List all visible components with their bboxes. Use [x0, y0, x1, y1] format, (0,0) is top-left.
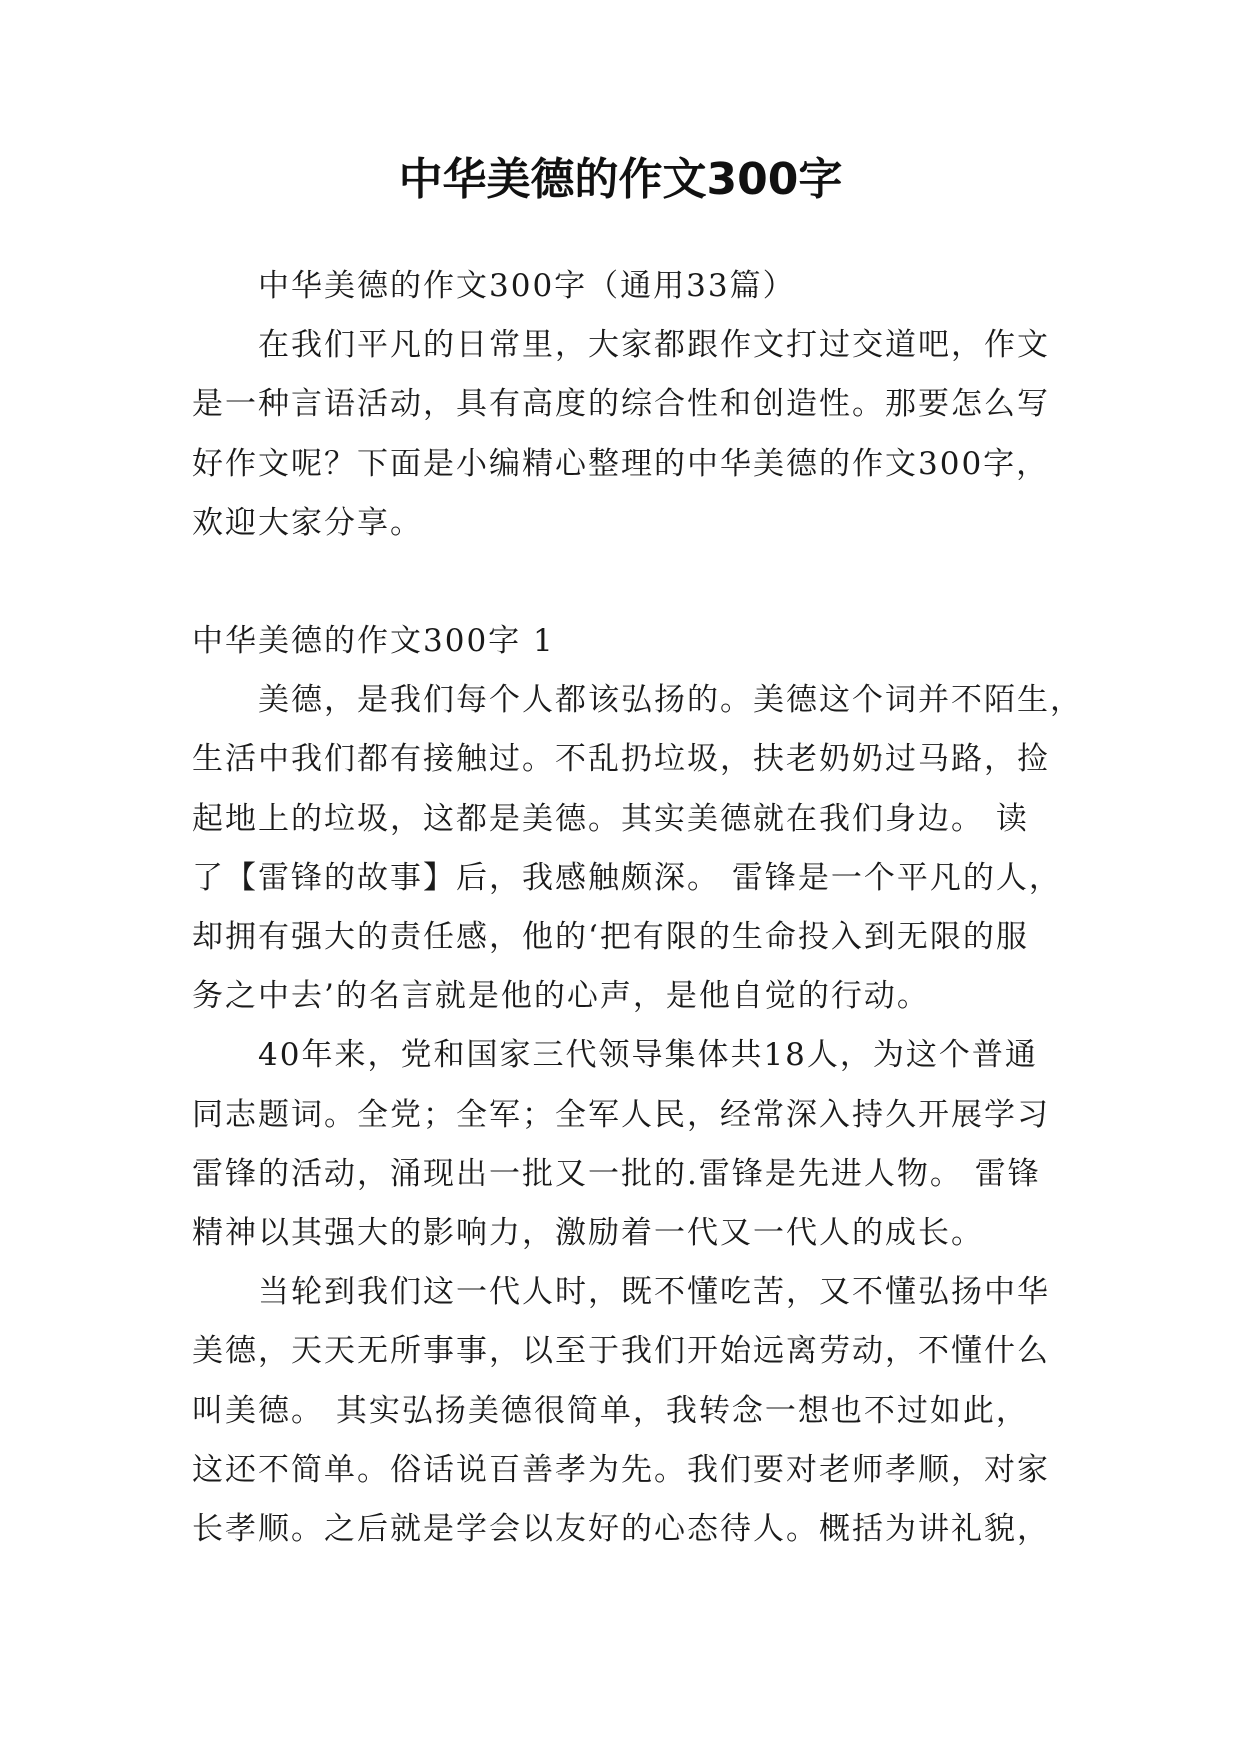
intro-line: 在我们平凡的日常里，大家都跟作文打过交道吧，作文 — [258, 327, 1050, 364]
paragraph-1 — [192, 671, 1083, 1026]
paragraph-line: 美德，天天无所事事，以至于我们开始远离劳动，不懂什么 — [192, 1333, 1050, 1370]
paragraph-line: 务之中去’的名言就是他的心声，是他自觉的行动。 — [192, 978, 930, 1015]
section-heading — [192, 612, 1052, 671]
paragraph-line: 叫美德。 其实弘扬美德很简单，我转念一想也不过如此， — [192, 1392, 1029, 1429]
paragraph-line: 生活中我们都有接触过。不乱扔垃圾，扶老奶奶过马路，捡 — [192, 741, 1050, 778]
intro-line: 欢迎大家分享。 — [192, 504, 423, 541]
document-title: 中华美德的作文300字 — [398, 154, 843, 205]
paragraph-line: 了【雷锋的故事】后，我感触颇深。 雷锋是一个平凡的人， — [192, 859, 1062, 896]
paragraph-2 — [192, 1026, 1052, 1263]
intro-paragraph — [192, 316, 1052, 553]
paragraph-line: 同志题词。全党；全军；全军人民，经常深入持久开展学习 — [192, 1096, 1050, 1133]
document-body — [192, 257, 1083, 1559]
intro-line: 好作文呢？下面是小编精心整理的中华美德的作文300字， — [192, 445, 1050, 482]
intro-line: 是一种言语活动，具有高度的综合性和创造性。那要怎么写 — [192, 386, 1050, 423]
paragraph-line: 美德，是我们每个人都该弘扬的。美德这个词并不陌生， — [258, 682, 1083, 719]
paragraph-line: 却拥有强大的责任感，他的‘把有限的生命投入到无限的服 — [192, 919, 1029, 956]
paragraph-line: 这还不简单。俗话说百善孝为先。我们要对老师孝顺，对家 — [192, 1451, 1050, 1488]
paragraph-line: 精神以其强大的影响力，激励着一代又一代人的成长。 — [192, 1215, 984, 1252]
document-subtitle — [192, 257, 1052, 316]
blank-line — [192, 553, 1052, 612]
subtitle-line: 中华美德的作文300字（通用33篇） — [258, 268, 796, 304]
paragraph-line: 起地上的垃圾，这都是美德。其实美德就在我们身边。 读 — [192, 800, 1029, 837]
section-heading-text: 中华美德的作文300字 1 — [192, 623, 555, 660]
paragraph-line: 40年来，党和国家三代领导集体共18人，为这个普通 — [258, 1037, 1038, 1074]
paragraph-3 — [192, 1263, 1052, 1559]
paragraph-line: 雷锋的活动，涌现出一批又一批的.雷锋是先进人物。 雷锋 — [192, 1155, 1041, 1192]
paragraph-line: 长孝顺。之后就是学会以友好的心态待人。概括为讲礼貌， — [192, 1511, 1050, 1548]
paragraph-line: 当轮到我们这一代人时，既不懂吃苦，又不懂弘扬中华 — [258, 1274, 1050, 1311]
